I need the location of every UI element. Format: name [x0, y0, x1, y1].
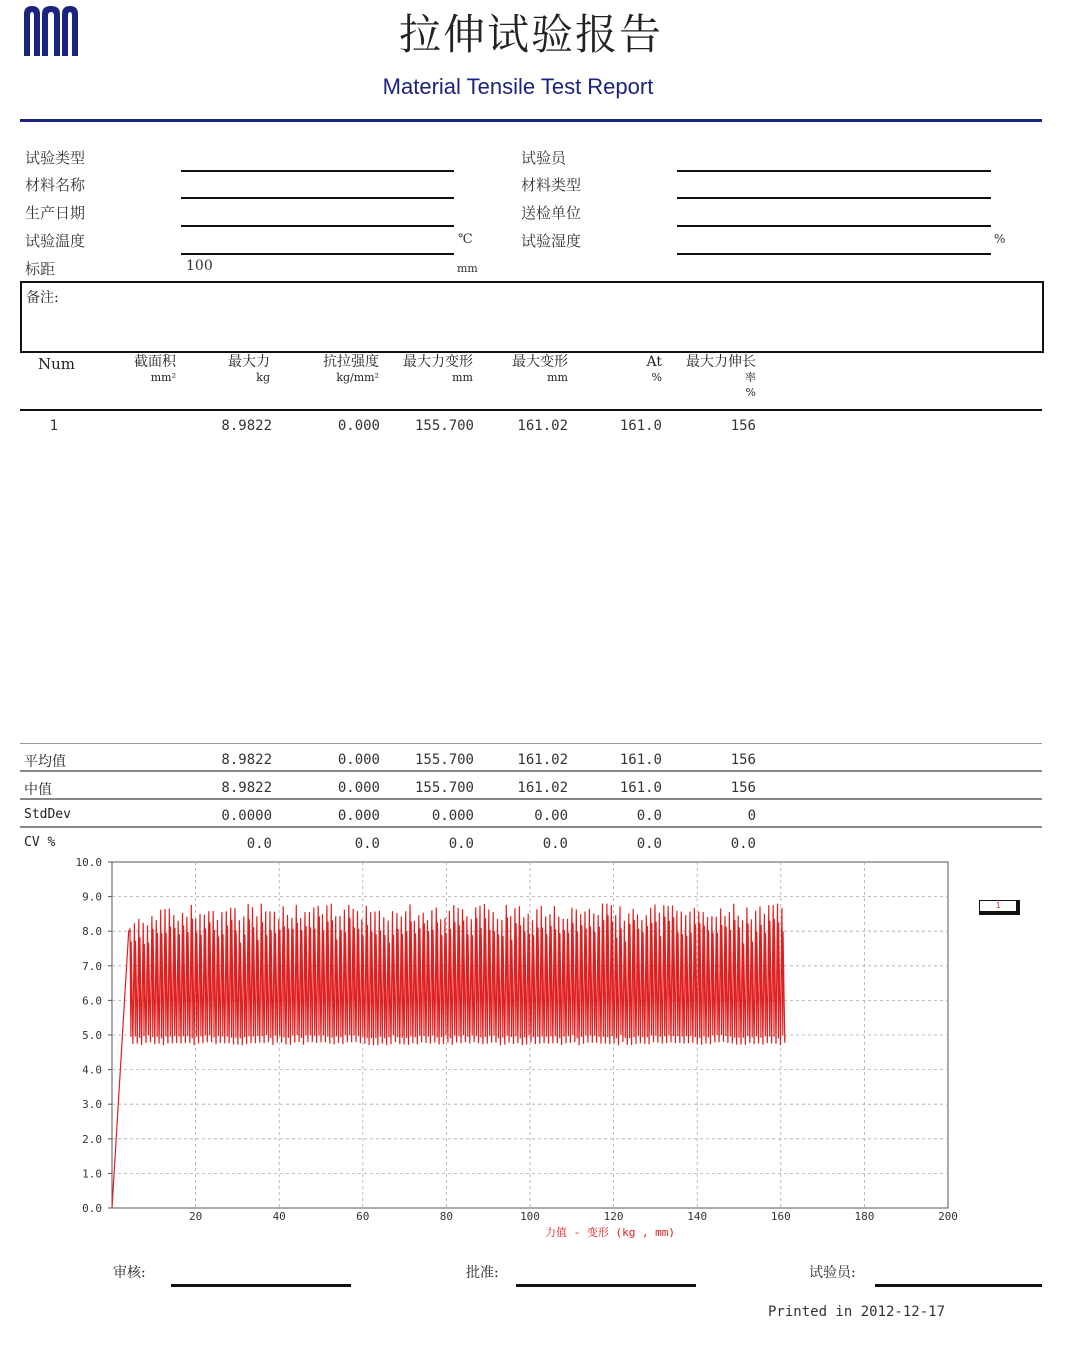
y-tick-label: 0.0	[82, 1202, 102, 1215]
summary-label: 平均值	[24, 754, 66, 770]
summary-value: 161.02	[517, 752, 568, 768]
test-humidity-field	[677, 253, 991, 255]
summary-value: 0.0000	[221, 808, 272, 824]
summary-value: 0.000	[337, 780, 380, 796]
x-tick-label: 140	[687, 1210, 708, 1223]
y-tick-label: 3.0	[82, 1098, 102, 1112]
summary-label: StdDev	[24, 807, 71, 822]
humidity-unit: %	[994, 232, 1006, 246]
gauge-unit: mm	[457, 262, 478, 275]
material-type-label: 材料类型	[521, 176, 582, 194]
summary-label: 中值	[24, 782, 52, 798]
test-type-field	[181, 170, 454, 172]
summary-value: 0.0	[246, 836, 272, 852]
approver-signature-line	[516, 1284, 696, 1287]
col-header-num: Num	[38, 355, 76, 373]
force-deformation-chart	[0, 850, 1082, 1245]
x-axis-label: 力值 - 变形 (kg , mm)	[544, 1226, 676, 1239]
summary-value: 0.000	[431, 808, 474, 824]
material-name-label: 材料名称	[25, 176, 86, 194]
summary-value: 161.0	[619, 752, 662, 768]
x-tick-label: 120	[603, 1210, 624, 1223]
summary-value: 0.000	[337, 752, 380, 768]
report-subtitle: Material Tensile Test Report	[382, 74, 654, 99]
test-temp-field	[181, 253, 454, 255]
col-header-max-force: 最大力 kg	[228, 354, 270, 384]
approver-label: 批准:	[466, 1265, 499, 1281]
summary-value: 0.00	[534, 808, 568, 824]
cell-max-force: 8.9822	[221, 418, 272, 434]
summary-value: 155.700	[414, 752, 474, 768]
production-date-field	[181, 225, 454, 227]
y-tick-label: 1.0	[82, 1167, 102, 1181]
chart-legend	[979, 900, 1020, 915]
tester-label: 试验员	[521, 149, 567, 167]
summary-value: 0.0	[636, 836, 662, 852]
gauge-label: 标距	[25, 260, 56, 278]
x-tick-label: 20	[188, 1210, 203, 1223]
summary-value: 0.0	[636, 808, 662, 824]
material-type-field	[677, 197, 991, 199]
header-divider	[20, 119, 1042, 122]
summary-value: 156	[730, 752, 756, 768]
summary-value: 155.700	[414, 780, 474, 796]
test-temp-label: 试验温度	[25, 232, 86, 250]
y-tick-label: 6.0	[82, 994, 102, 1008]
y-tick-label: 4.0	[82, 1063, 102, 1077]
summary-value: 0.0	[354, 836, 380, 852]
summary-top-divider	[20, 743, 1042, 744]
summary-value: 0.0	[448, 836, 474, 852]
y-tick-label: 2.0	[82, 1132, 102, 1146]
cell-at: 161.0	[619, 418, 662, 434]
remarks-label: 备注:	[26, 290, 59, 306]
cell-max-force-deform: 155.700	[414, 418, 474, 434]
cell-tensile-strength: 0.000	[337, 418, 380, 434]
reviewer-signature-line	[171, 1284, 351, 1287]
y-tick-label: 8.0	[82, 925, 102, 939]
summary-value: 0.0	[730, 836, 756, 852]
x-tick-label: 60	[356, 1210, 370, 1223]
col-header-elongation: 最大力伸长 率 %	[686, 354, 756, 399]
summary-value: 161.02	[517, 780, 568, 796]
summary-value: 8.9822	[221, 780, 272, 796]
summary-divider	[20, 798, 1042, 800]
inspection-unit-label: 送检单位	[521, 204, 582, 222]
summary-divider	[20, 826, 1042, 828]
y-tick-label: 7.0	[82, 959, 102, 973]
col-header-at: At %	[646, 354, 662, 384]
remarks-box	[20, 281, 1044, 353]
inspection-unit-field	[677, 225, 991, 227]
y-tick-label: 5.0	[82, 1029, 102, 1042]
printed-date: Printed in 2012-12-17	[768, 1304, 946, 1320]
x-tick-label: 40	[272, 1210, 286, 1223]
test-type-label: 试验类型	[25, 149, 86, 167]
tester-field	[677, 170, 991, 172]
material-name-field	[181, 197, 454, 199]
x-tick-label: 160	[770, 1210, 791, 1223]
summary-label: CV %	[24, 835, 56, 850]
x-tick-label: 80	[439, 1210, 454, 1223]
legend-entry-1: 1	[995, 901, 1001, 910]
x-tick-label: 100	[520, 1210, 540, 1223]
table-header-divider	[20, 409, 1042, 411]
summary-value: 156	[730, 780, 756, 796]
x-tick-label: 200	[938, 1210, 958, 1223]
test-humidity-label: 试验湿度	[521, 232, 582, 250]
x-tick-label: 180	[854, 1210, 875, 1223]
col-header-max-force-deform: 最大力变形 mm	[403, 354, 473, 384]
production-date-label: 生产日期	[25, 204, 86, 222]
summary-value: 0.000	[337, 808, 380, 824]
report-title: 拉伸试验报告	[398, 10, 663, 59]
col-header-area: 截面积 mm²	[134, 354, 176, 384]
summary-value: 0.0	[542, 836, 568, 852]
footer-tester-label: 试验员:	[809, 1265, 856, 1281]
y-tick-label: 10.0	[75, 856, 102, 869]
summary-value: 0	[747, 808, 756, 824]
cell-elongation: 156	[730, 418, 756, 434]
summary-divider	[20, 770, 1042, 772]
tester-signature-line	[875, 1284, 1042, 1287]
summary-value: 161.0	[619, 780, 662, 796]
col-header-max-deform: 最大变形 mm	[512, 354, 568, 384]
y-tick-label: 9.0	[82, 890, 102, 904]
summary-value: 8.9822	[221, 752, 272, 768]
reviewer-label: 审核:	[113, 1265, 146, 1281]
cell-max-deform: 161.02	[517, 418, 568, 434]
col-header-tensile-strength: 抗拉强度 kg/mm²	[323, 354, 379, 384]
cell-num: 1	[49, 418, 58, 434]
gauge-value: 100	[186, 258, 213, 274]
temp-unit: ℃	[458, 232, 473, 247]
